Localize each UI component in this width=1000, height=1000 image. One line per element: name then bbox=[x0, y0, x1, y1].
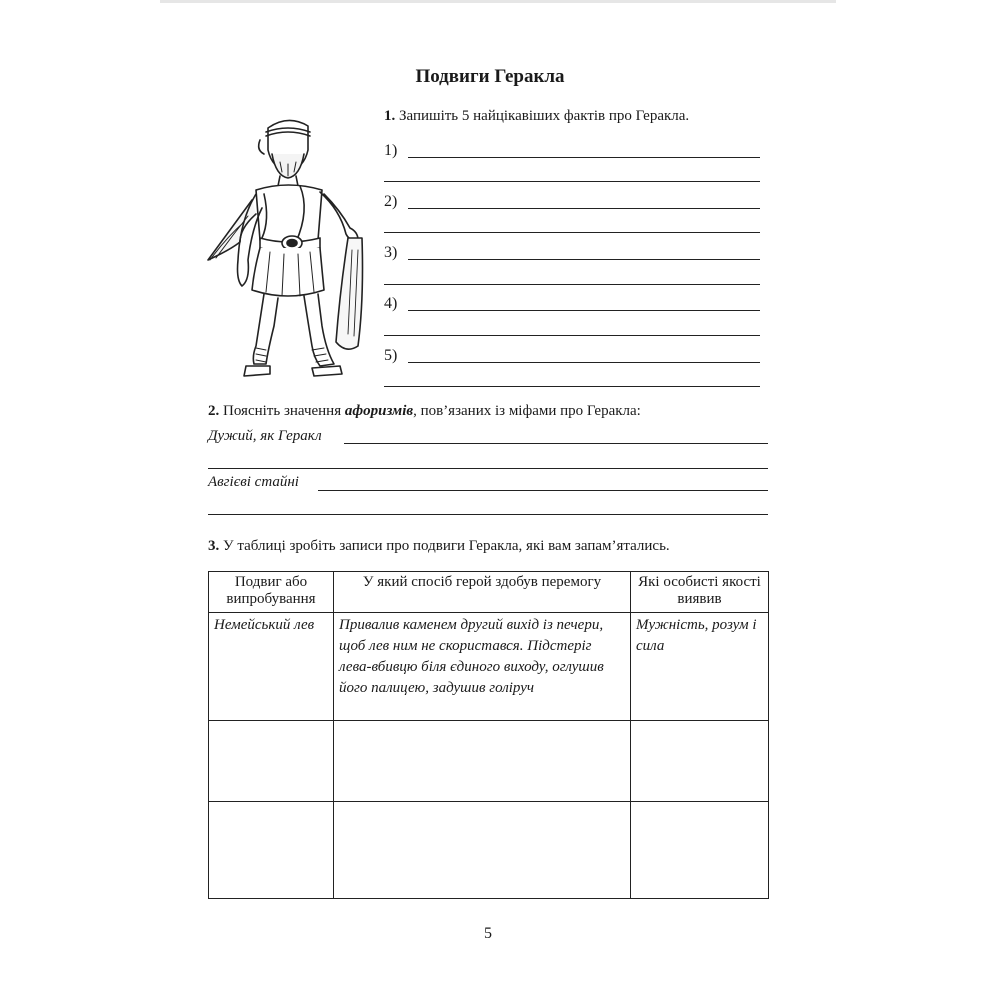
table-row bbox=[209, 721, 769, 802]
page-number: 5 bbox=[484, 925, 492, 942]
fact-line-4[interactable] bbox=[408, 310, 760, 311]
question-2-number: 2. bbox=[208, 403, 220, 419]
question-2 bbox=[208, 403, 641, 420]
fact-line-2b[interactable] bbox=[384, 232, 760, 233]
table-header-qualities: Які особисті якості виявив bbox=[631, 572, 769, 613]
table-cell-method[interactable]: Привалив каменем другий вихід із печери, щоб лев ним не скористався. Підстеріг лева-вбивцю біля єдиного виходу, оглушив його палицею, задушив голіруч bbox=[334, 613, 631, 721]
question-2-emphasis: афоризмів bbox=[344, 403, 414, 419]
question-3-text: У таблиці зробіть записи про подвиги Геракла, які вам запам’ятались. bbox=[223, 538, 670, 554]
table-row bbox=[209, 802, 769, 899]
question-3-number: 3. bbox=[208, 538, 220, 554]
aphorism-1-line-b[interactable] bbox=[208, 468, 768, 469]
table-header-method: У який спосіб герой здобув перемогу bbox=[334, 572, 631, 613]
fact-line-3b[interactable] bbox=[384, 284, 760, 285]
table-row bbox=[209, 613, 769, 721]
fact-line-1[interactable] bbox=[408, 157, 760, 158]
fact-line-2[interactable] bbox=[408, 208, 760, 209]
fact-line-3[interactable] bbox=[408, 259, 760, 260]
table-header-row bbox=[209, 572, 769, 613]
fact-label-5: 5) bbox=[384, 347, 398, 364]
table-header-feat: Подвиг або випробування bbox=[209, 572, 334, 613]
fact-label-1: 1) bbox=[384, 142, 398, 159]
page-title: Подвиги Геракла bbox=[415, 66, 565, 87]
feats-table bbox=[208, 571, 769, 899]
fact-label-3: 3) bbox=[384, 244, 398, 261]
aphorism-2: Авгієві стайні bbox=[208, 474, 299, 490]
question-2-text-before: Поясніть значення bbox=[223, 403, 345, 419]
aphorism-2-line[interactable] bbox=[318, 490, 768, 491]
fact-label-4: 4) bbox=[384, 295, 398, 312]
table-cell-method[interactable] bbox=[334, 721, 631, 802]
table-cell-qualities[interactable] bbox=[631, 721, 769, 802]
question-1 bbox=[384, 108, 689, 125]
question-1-number: 1. bbox=[384, 108, 396, 124]
hercules-illustration-icon bbox=[200, 110, 380, 390]
top-border bbox=[160, 0, 836, 3]
table-cell-feat[interactable] bbox=[209, 721, 334, 802]
fact-label-2: 2) bbox=[384, 193, 398, 210]
fact-line-4b[interactable] bbox=[384, 335, 760, 336]
question-3 bbox=[208, 538, 670, 555]
fact-line-5[interactable] bbox=[408, 362, 760, 363]
aphorism-1: Дужий, як Геракл bbox=[208, 428, 322, 444]
table-cell-feat[interactable] bbox=[209, 802, 334, 899]
question-2-text-after: , пов’язаних із міфами про Геракла: bbox=[413, 403, 641, 419]
aphorism-2-line-b[interactable] bbox=[208, 514, 768, 515]
fact-line-5b[interactable] bbox=[384, 386, 760, 387]
aphorism-1-line[interactable] bbox=[344, 443, 768, 444]
fact-line-1b[interactable] bbox=[384, 181, 760, 182]
table-cell-qualities[interactable]: Мужність, розум і сила bbox=[631, 613, 769, 721]
table-cell-method[interactable] bbox=[334, 802, 631, 899]
table-cell-feat[interactable]: Немейський лев bbox=[209, 613, 334, 721]
question-1-text: Запишіть 5 найцікавіших фактів про Геракла. bbox=[399, 108, 690, 124]
table-cell-qualities[interactable] bbox=[631, 802, 769, 899]
